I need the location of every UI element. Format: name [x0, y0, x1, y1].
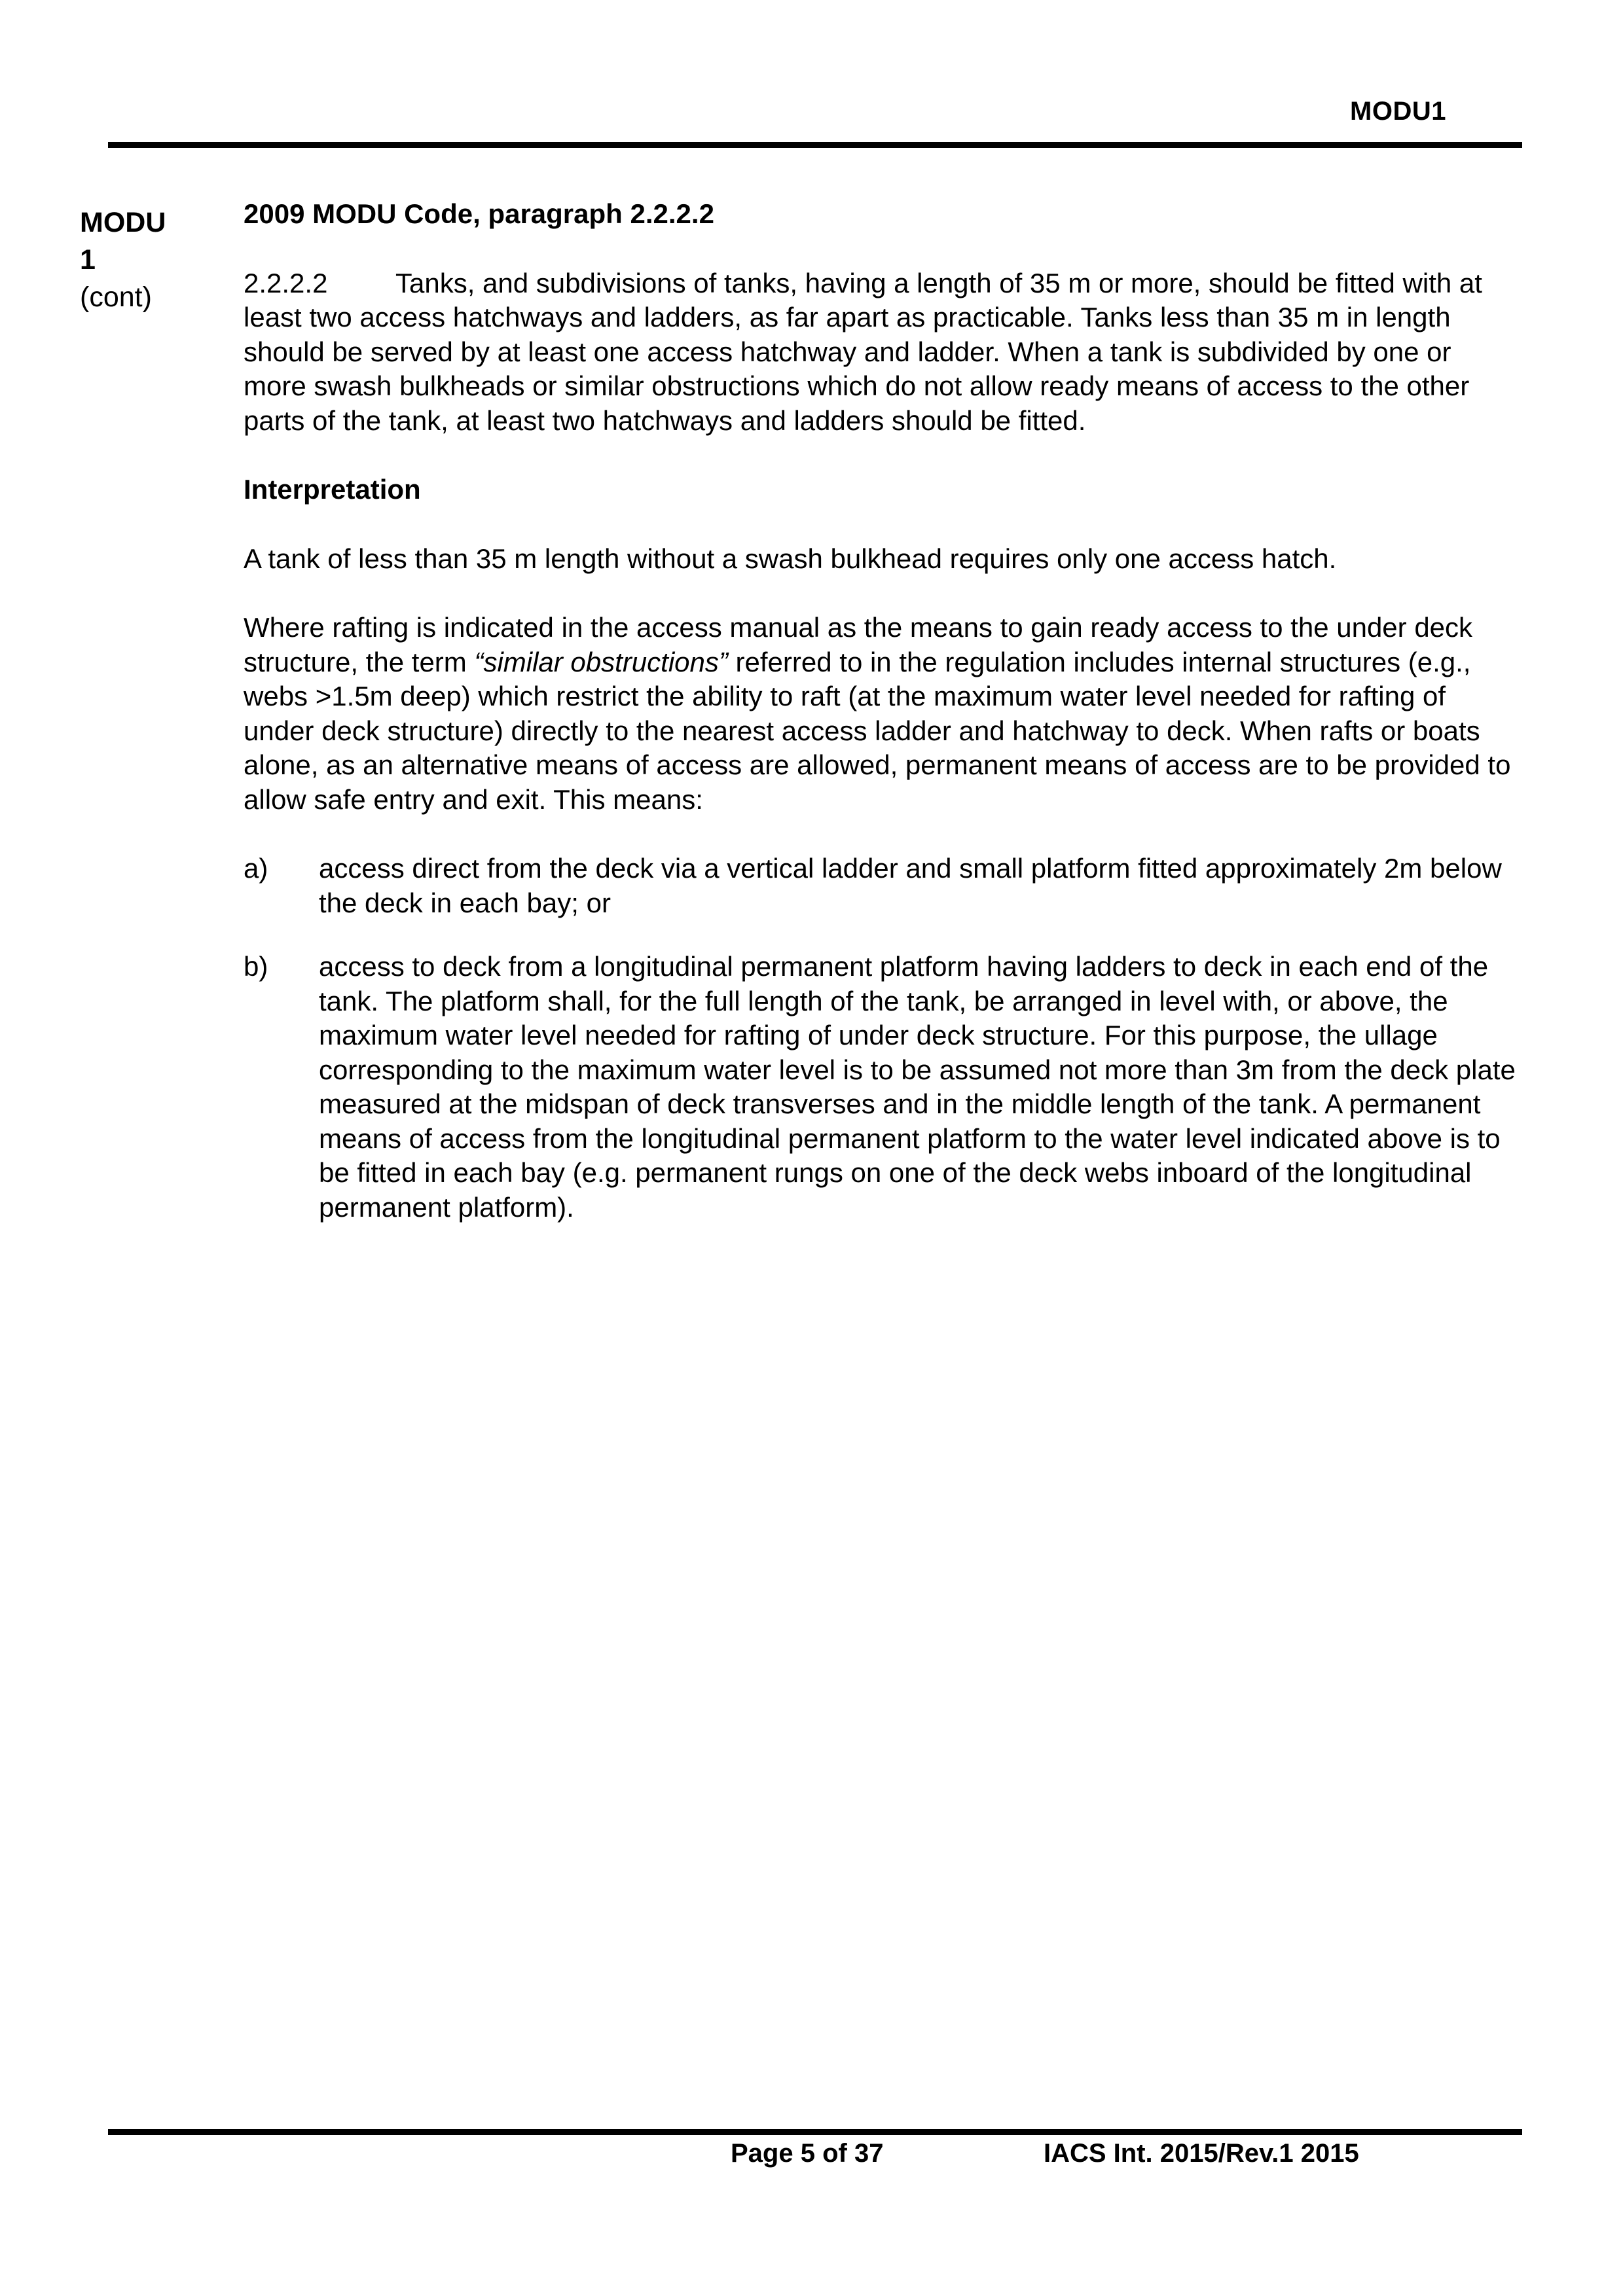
page-number: Page 5 of 37 [731, 2139, 884, 2168]
section-heading: 2009 MODU Code, paragraph 2.2.2.2 [244, 198, 714, 229]
interpretation-heading: Interpretation [244, 474, 421, 505]
interpretation-text-part-1: Where rafting is indicated in the access manual as the means to gain ready access to the under deck structure, the term [244, 612, 1473, 677]
header-document-code: MODU1 [1350, 97, 1446, 126]
footer-rule [108, 2129, 1522, 2135]
margin-tag-cont: (cont) [80, 281, 152, 313]
interpretation-paragraph-2 [244, 611, 1517, 817]
regulation-paragraph [244, 266, 1517, 439]
document-reference: IACS Int. 2015/Rev.1 2015 [1044, 2139, 1359, 2168]
list-item [244, 852, 1517, 920]
regulation-number: 2.2.2.2 [244, 267, 328, 298]
list-item [244, 950, 1517, 1225]
regulation-text: Tanks, and subdivisions of tanks, having a length of 35 m or more, should be fitted with at least two access hatchways and ladders, as far apart as practicable. Tanks less than 35 m in length should be served by at least one access hatchway and ladder. When a tank is subdivided by one or more swash bulkheads or similar obstructions which do not allow ready means of access to the other parts of the tank, at least two hatchways and ladders should be fitted. [244, 267, 1482, 436]
header-rule [108, 142, 1522, 148]
document-body [244, 197, 1517, 1225]
margin-tag-line2: 1 [80, 244, 96, 276]
interpretation-italic-term: “similar obstructions” [474, 646, 728, 677]
list-item-text: access to deck from a longitudinal permanent platform having ladders to deck in each end of the tank. The platform shall, for the full length of the tank, be arranged in level with, or above, the maximum water level needed for rafting of under deck structure. For this purpose, the ullage corresponding to the maximum water level is to be assumed not more than 3m from the deck plate measured at the midspan of deck transverses and in the middle length of the tank. A permanent means of access from the longitudinal permanent platform to the water level indicated above is to be fitted in each bay (e.g. permanent rungs on one of the deck webs inboard of the longitudinal permanent platform). [319, 951, 1516, 1223]
margin-tag [80, 204, 178, 316]
interpretation-text-part-2: referred to in the regulation includes internal structures (e.g., webs >1.5m deep) which restrict the ability to raft (at the maximum water level needed for rafting of under deck structure) directly to the nearest access ladder and hatchway to deck. When rafts or boats alone, as an alternative means of access are allowed, permanent means of access are to be provided to allow safe entry and exit. This means: [244, 646, 1511, 815]
margin-tag-line1: MODU [80, 207, 166, 238]
list-item-text: access direct from the deck via a vertical ladder and small platform fitted approximately 2m below the deck in each bay; or [319, 853, 1502, 918]
list-item-label: b) [244, 951, 268, 982]
list-item-label: a) [244, 853, 268, 884]
interpretation-paragraph-1: A tank of less than 35 m length without a swash bulkhead requires only one access hatch. [244, 543, 1337, 574]
